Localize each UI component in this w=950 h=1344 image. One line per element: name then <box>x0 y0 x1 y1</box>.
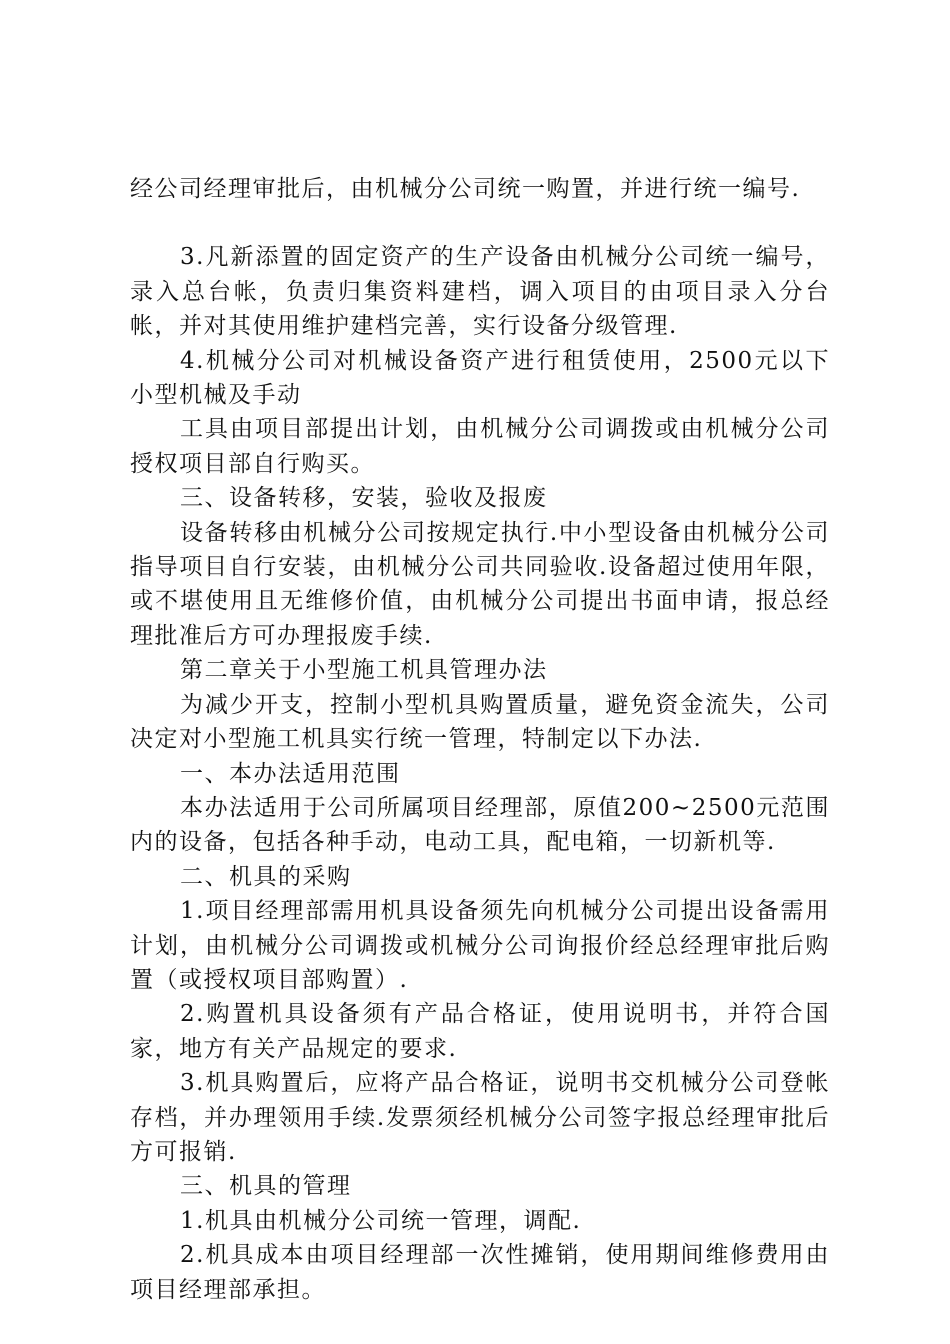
section-heading-scope: 一、本办法适用范围 <box>180 760 401 787</box>
paragraph-management-2: 2.机具成本由项目经理部一次性摊销，使用期间维修费用由项目经理部承担。 <box>130 1242 830 1303</box>
paragraph-procurement-2: 2.购置机具设备须有产品合格证，使用说明书，并符合国家，地方有关产品规定的要求. <box>130 1001 830 1062</box>
paragraph-item-3-fixed-assets: 3.凡新添置的固定资产的生产设备由机械分公司统一编号，录入总台帐，负责归集资料建档，调入项目的由项目录入分台帐，并对其使用维护建档完善，实行设备分级管理. <box>130 244 830 340</box>
chapter-heading-small-tools: 第二章关于小型施工机具管理办法 <box>180 657 548 684</box>
paragraph-approval-purchase: 经公司经理审批后，由机械分公司统一购置，并进行统一编号. <box>130 176 801 202</box>
paragraph-transfer-rules: 设备转移由机械分公司按规定执行.中小型设备由机械分公司指导项目自行安装，由机械分公司共同验收.设备超过使用年限，或不堪使用且无维修价值，由机械分公司提出书面申请，报总经理批准后方可办理报废手续. <box>130 519 830 649</box>
document-body <box>130 172 830 1307</box>
paragraph-management-1: 1.机具由机械分公司统一管理，调配. <box>180 1207 582 1234</box>
section-heading-procurement: 二、机具的采购 <box>180 863 352 890</box>
paragraph-item-4-leasing: 4.机械分公司对机械设备资产进行租赁使用，2500元以下小型机械及手动 <box>130 347 830 409</box>
paragraph-tools-purchase: 工具由项目部提出计划，由机械分公司调拨或由机械分公司授权项目部自行购买。 <box>130 416 830 477</box>
paragraph-procurement-3: 3.机具购置后，应将产品合格证，说明书交机械分公司登帐存档，并办理领用手续.发票须经机械分公司签字报总经理审批后方可报销. <box>130 1070 830 1165</box>
paragraph-procurement-1: 1.项目经理部需用机具设备须先向机械分公司提出设备需用计划，由机械分公司调拨或机械分公司询报价经总经理审批后购置（或授权项目部购置）. <box>130 898 830 993</box>
section-heading-management: 三、机具的管理 <box>180 1173 352 1200</box>
paragraph-scope: 本办法适用于公司所属项目经理部，原值200~2500元范围内的设备，包括各种手动，电动工具，配电箱，一切新机等. <box>130 794 830 856</box>
paragraph-purpose: 为减少开支，控制小型机具购置质量，避免资金流失，公司决定对小型施工机具实行统一管理，特制定以下办法. <box>130 691 830 753</box>
section-heading-transfer: 三、设备转移，安装，验收及报废 <box>180 485 548 512</box>
